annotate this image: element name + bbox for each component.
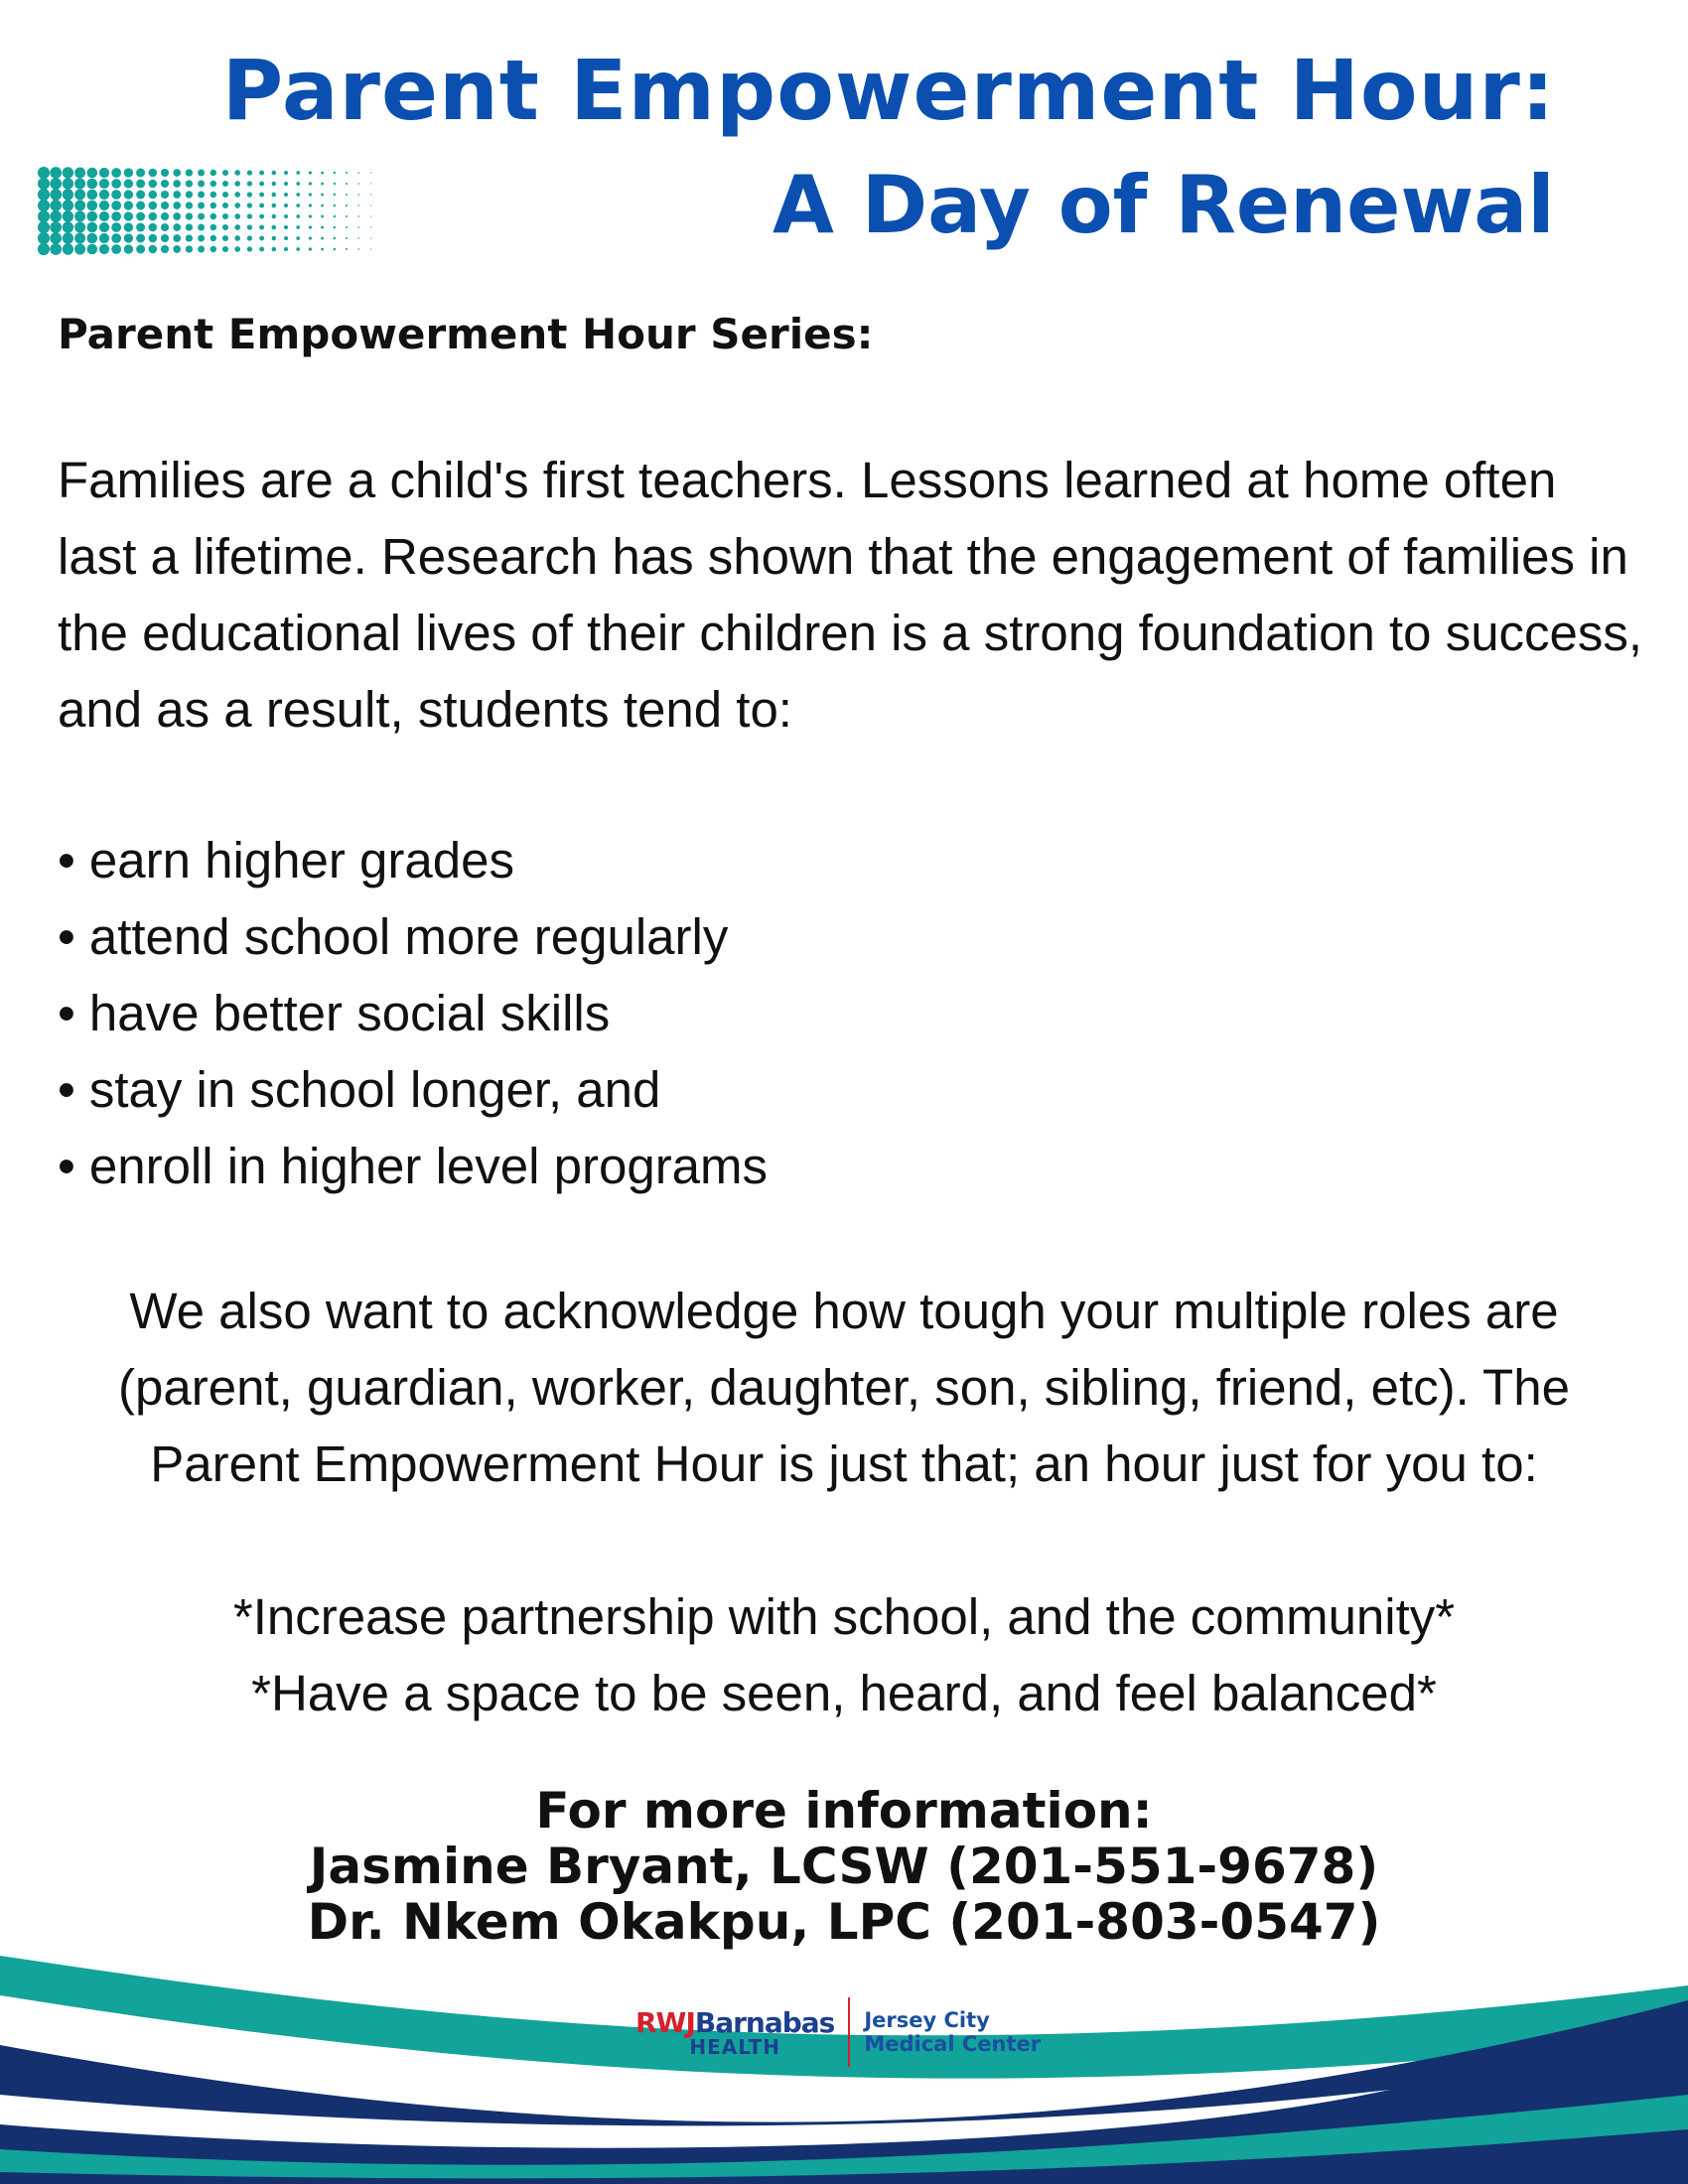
halftone-dot: [50, 167, 62, 179]
halftone-dot: [111, 168, 121, 178]
halftone-dot: [346, 237, 348, 239]
halftone-dot: [87, 222, 98, 233]
halftone-dot: [370, 194, 371, 195]
halftone-dot: [321, 226, 324, 229]
halftone-dot: [198, 181, 205, 188]
acknowledgement-paragraph: We also want to acknowledge how tough your multiple roles are (parent, guardian, worker, daughter, son, sibling, friend, etc). The Parent Empowerment Hour is just that; an hour just for you to:: [118, 1283, 1570, 1492]
halftone-dot: [99, 190, 109, 200]
halftone-dot: [63, 210, 73, 221]
halftone-dot: [136, 245, 145, 254]
halftone-dot: [74, 211, 85, 222]
halftone-dot: [346, 183, 348, 185]
halftone-dot: [259, 171, 264, 176]
facility-line: Medical Center: [864, 2032, 1042, 2056]
halftone-dot: [211, 170, 217, 177]
halftone-dot: [321, 248, 324, 251]
halftone-dot: [284, 204, 288, 207]
halftone-dot: [99, 201, 109, 210]
goal-line: *Increase partnership with school, and the community*: [232, 1588, 1456, 1645]
halftone-dot: [296, 182, 300, 186]
halftone-dot: [272, 193, 276, 197]
halftone-dot: [357, 172, 359, 174]
halftone-dot: [186, 223, 193, 230]
benefit-item: • stay in school longer, and: [58, 1051, 768, 1128]
halftone-dot: [234, 235, 240, 241]
halftone-dot: [234, 203, 240, 208]
halftone-dot: [161, 245, 169, 253]
halftone-dot: [309, 236, 312, 239]
halftone-dot: [334, 183, 336, 185]
series-heading: Parent Empowerment Hour Series:: [58, 310, 874, 358]
halftone-dot: [87, 201, 98, 211]
halftone-dot: [259, 182, 264, 187]
halftone-dot: [136, 202, 145, 210]
halftone-dot: [124, 168, 133, 177]
halftone-dot: [284, 214, 288, 218]
halftone-dot: [173, 223, 181, 231]
halftone-dot: [259, 225, 264, 230]
halftone-dot: [334, 172, 336, 174]
halftone-dot: [186, 212, 193, 219]
halftone-dot: [87, 168, 98, 179]
brand-mark: [635, 2006, 834, 2059]
halftone-dot: [38, 167, 50, 179]
halftone-dot: [74, 201, 85, 211]
halftone-dot: [284, 247, 288, 251]
halftone-dot: [247, 181, 252, 186]
halftone-dot: [284, 171, 288, 175]
halftone-dot: [149, 202, 158, 210]
halftone-dot: [321, 183, 324, 186]
halftone-dot: [186, 202, 193, 208]
rwjbarnabas-logo: [635, 1997, 1041, 2067]
halftone-dot: [161, 202, 169, 209]
halftone-dot: [222, 181, 228, 187]
halftone-dot: [222, 213, 228, 219]
halftone-dot: [211, 203, 217, 209]
halftone-dot: [346, 194, 348, 196]
halftone-dot: [272, 182, 276, 186]
halftone-dot: [63, 243, 73, 254]
halftone-dot: [309, 247, 312, 250]
halftone-dot: [87, 190, 98, 201]
halftone-dot: [149, 169, 158, 178]
halftone-dot: [124, 244, 133, 253]
title-line-2: A Day of Renewal: [773, 159, 1555, 251]
halftone-dot: [234, 170, 240, 176]
halftone-dot: [74, 244, 85, 255]
halftone-dot: [186, 180, 193, 187]
halftone-dot: [222, 192, 228, 198]
halftone-dot: [357, 215, 359, 217]
halftone-dot: [321, 194, 324, 197]
halftone-dot: [74, 190, 85, 201]
brand-red-text: RWJ: [635, 2005, 695, 2039]
halftone-dot: [136, 169, 145, 178]
halftone-dot: [161, 169, 169, 177]
halftone-dot: [63, 221, 73, 232]
halftone-dot: [74, 179, 85, 190]
halftone-dot: [198, 235, 205, 242]
halftone-dot: [161, 180, 169, 188]
halftone-dot: [334, 237, 336, 239]
halftone-dot: [198, 192, 205, 199]
halftone-dot: [136, 223, 145, 232]
halftone-dot: [234, 246, 240, 252]
halftone-dot: [357, 194, 359, 196]
halftone-dot: [173, 245, 181, 253]
halftone-dot: [211, 192, 217, 199]
halftone-dot: [38, 189, 50, 201]
halftone-dot: [149, 191, 158, 200]
halftone-dot: [50, 243, 62, 255]
halftone-dot: [74, 233, 85, 244]
halftone-dot: [198, 213, 205, 220]
halftone-dot: [111, 222, 121, 232]
halftone-dot: [50, 189, 62, 201]
halftone-dot: [309, 204, 312, 206]
halftone-dot: [346, 226, 348, 228]
halftone-dot: [38, 221, 50, 233]
halftone-dot: [296, 225, 300, 229]
halftone-dot: [111, 190, 121, 200]
halftone-dot: [38, 178, 50, 190]
halftone-dot: [173, 180, 181, 188]
halftone-dot: [124, 211, 133, 220]
contact-person: Dr. Nkem Okakpu, LPC (201-803-0547): [307, 1893, 1381, 1951]
halftone-dot: [370, 183, 371, 184]
halftone-dot: [357, 248, 359, 250]
halftone-dot: [111, 233, 121, 243]
halftone-dot: [198, 246, 205, 253]
halftone-dot: [38, 210, 50, 222]
halftone-dot: [309, 171, 312, 174]
halftone-dot: [198, 203, 205, 209]
halftone-dot: [309, 225, 312, 228]
halftone-dot: [63, 189, 73, 200]
halftone-dot: [272, 225, 276, 229]
halftone-dot: [63, 232, 73, 243]
halftone-dot: [74, 168, 85, 179]
contact-heading: For more information:: [535, 1782, 1153, 1840]
halftone-dot: [222, 235, 228, 241]
halftone-dot: [63, 200, 73, 210]
halftone-dot: [334, 194, 336, 196]
halftone-dot: [173, 212, 181, 220]
logo-divider: [848, 1997, 850, 2067]
halftone-dot: [38, 243, 50, 255]
facility-line: Jersey City: [864, 2008, 990, 2032]
halftone-dot: [234, 224, 240, 230]
halftone-dot: [234, 181, 240, 187]
halftone-dot: [321, 215, 324, 218]
halftone-dot: [111, 244, 121, 254]
halftone-dot: [211, 235, 217, 242]
halftone-dot: [211, 181, 217, 188]
halftone-dot: [309, 182, 312, 185]
halftone-dot: [149, 223, 158, 232]
dot-pattern-decoration: [38, 167, 395, 256]
halftone-dot: [99, 244, 109, 254]
halftone-dot: [346, 248, 348, 250]
halftone-dot: [234, 192, 240, 198]
halftone-dot: [99, 211, 109, 221]
halftone-dot: [149, 180, 158, 189]
halftone-dot: [296, 204, 300, 207]
halftone-dot: [173, 202, 181, 209]
halftone-dot: [222, 224, 228, 230]
halftone-dot: [334, 215, 336, 217]
halftone-dot: [309, 193, 312, 196]
halftone-dot: [284, 182, 288, 186]
halftone-dot: [99, 179, 109, 189]
halftone-dot: [357, 226, 359, 228]
halftone-dot: [161, 212, 169, 220]
halftone-dot: [186, 234, 193, 241]
halftone-dot: [124, 233, 133, 242]
halftone-dot: [186, 245, 193, 252]
halftone-dot: [321, 172, 324, 175]
halftone-dot: [111, 179, 121, 189]
halftone-dot: [370, 215, 371, 216]
halftone-dot: [334, 205, 336, 206]
halftone-dot: [186, 169, 193, 176]
halftone-dot: [38, 232, 50, 244]
halftone-dot: [149, 245, 158, 254]
halftone-dot: [247, 235, 252, 240]
halftone-dot: [247, 224, 252, 229]
halftone-dot: [99, 222, 109, 232]
benefit-item: • have better social skills: [58, 975, 768, 1051]
halftone-dot: [149, 212, 158, 221]
halftone-dot: [87, 244, 98, 255]
halftone-dot: [136, 180, 145, 189]
halftone-dot: [50, 210, 62, 222]
halftone-dot: [247, 192, 252, 197]
goal-line: *Have a space to be seen, heard, and feel balanced*: [251, 1665, 1437, 1721]
halftone-dot: [272, 236, 276, 240]
halftone-dot: [124, 222, 133, 231]
halftone-dot: [370, 237, 371, 238]
halftone-dot: [173, 234, 181, 242]
halftone-dot: [161, 223, 169, 231]
halftone-dot: [259, 204, 264, 208]
halftone-dot: [321, 237, 324, 240]
halftone-dot: [321, 205, 324, 207]
benefits-list: [58, 822, 768, 1204]
benefit-item: • enroll in higher level programs: [58, 1128, 768, 1204]
halftone-dot: [234, 213, 240, 219]
halftone-dot: [247, 170, 252, 175]
halftone-dot: [111, 201, 121, 210]
halftone-dot: [87, 179, 98, 190]
halftone-dot: [124, 201, 133, 209]
halftone-dot: [284, 225, 288, 229]
halftone-dot: [198, 170, 205, 177]
intro-paragraph: Families are a child's first teachers. Lessons learned at home often last a lifetime. Research has shown that the engagement of families in the educational lives of their children is a strong foundation to success, and as a result, students tend to:: [58, 452, 1643, 738]
halftone-dot: [357, 183, 359, 185]
halftone-dot: [136, 191, 145, 200]
halftone-dot: [284, 193, 288, 197]
halftone-dot: [136, 234, 145, 243]
contact-person: Jasmine Bryant, LCSW (201-551-9678): [309, 1838, 1379, 1895]
halftone-dot: [272, 171, 276, 175]
halftone-dot: [222, 246, 228, 252]
halftone-dot: [296, 247, 300, 251]
halftone-dot: [38, 200, 50, 211]
halftone-dot: [50, 178, 62, 190]
halftone-dot: [211, 213, 217, 220]
halftone-dot: [173, 191, 181, 199]
halftone-dot: [186, 191, 193, 198]
halftone-dot: [296, 236, 300, 240]
halftone-dot: [259, 214, 264, 219]
halftone-dot: [334, 226, 336, 228]
halftone-dot: [222, 170, 228, 176]
halftone-dot: [259, 236, 264, 241]
halftone-dot: [63, 167, 73, 178]
halftone-dot: [247, 213, 252, 218]
facility-name: [864, 2008, 1041, 2056]
halftone-dot: [63, 178, 73, 189]
halftone-dot: [346, 172, 348, 174]
halftone-dot: [50, 200, 62, 211]
halftone-dot: [296, 214, 300, 218]
halftone-dot: [272, 214, 276, 218]
halftone-dot: [346, 205, 348, 206]
halftone-dot: [173, 169, 181, 177]
halftone-dot: [247, 246, 252, 251]
halftone-dot: [50, 221, 62, 233]
halftone-dot: [99, 233, 109, 243]
halftone-dot: [284, 236, 288, 240]
halftone-dot: [309, 214, 312, 217]
benefit-item: • earn higher grades: [58, 822, 768, 898]
halftone-dot: [211, 246, 217, 253]
halftone-dot: [87, 211, 98, 222]
halftone-dot: [296, 193, 300, 197]
halftone-dot: [296, 171, 300, 175]
brand-sub-text: HEALTH: [689, 2034, 781, 2059]
title-line-1: Parent Empowerment Hour:: [221, 42, 1556, 139]
benefit-item: • attend school more regularly: [58, 898, 768, 975]
halftone-dot: [161, 191, 169, 199]
halftone-dot: [222, 203, 228, 208]
halftone-dot: [161, 234, 169, 242]
halftone-dot: [198, 224, 205, 231]
halftone-dot: [334, 248, 336, 250]
halftone-dot: [346, 215, 348, 217]
halftone-dot: [357, 205, 359, 206]
halftone-dot: [87, 233, 98, 244]
halftone-dot: [136, 212, 145, 221]
halftone-dot: [74, 222, 85, 233]
halftone-dot: [124, 179, 133, 188]
halftone-dot: [272, 247, 276, 251]
halftone-dot: [124, 190, 133, 199]
halftone-dot: [259, 247, 264, 252]
halftone-dot: [272, 204, 276, 207]
halftone-dot: [370, 248, 371, 249]
halftone-dot: [259, 193, 264, 198]
brand-blue-text: Barnabas: [694, 2005, 835, 2039]
halftone-dot: [99, 168, 109, 178]
halftone-dot: [149, 234, 158, 243]
halftone-dot: [370, 226, 371, 227]
halftone-dot: [247, 203, 252, 207]
halftone-dot: [111, 211, 121, 221]
halftone-dot: [357, 237, 359, 239]
halftone-dot: [50, 232, 62, 244]
halftone-dot: [211, 224, 217, 231]
halftone-dot: [370, 172, 371, 173]
